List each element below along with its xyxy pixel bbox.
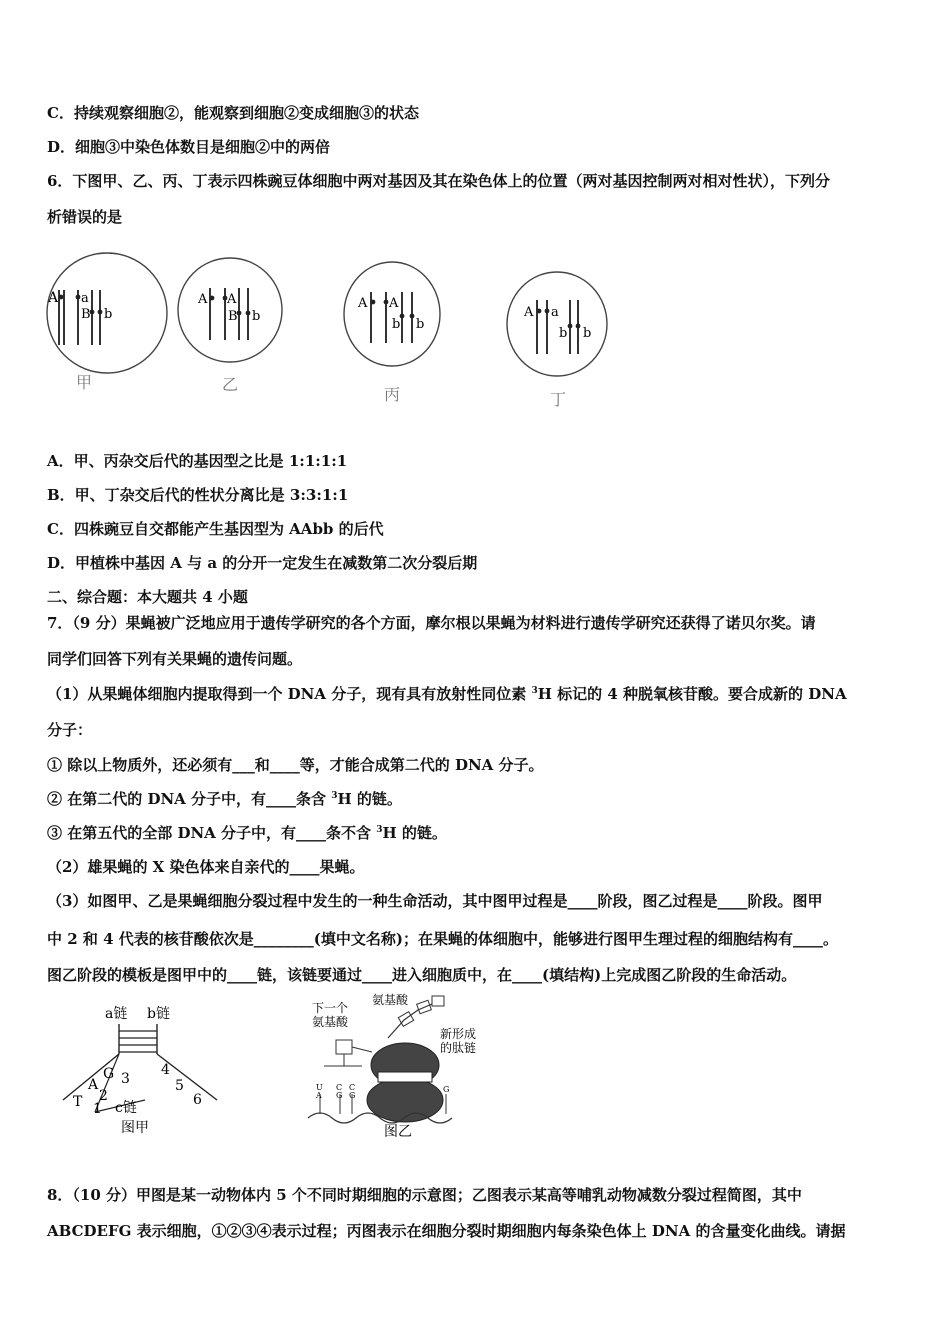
q6-option-c: C．四株豌豆自交都能产生基因型为 AAbb 的后代 xyxy=(47,520,384,538)
b-chain-label: b链 xyxy=(147,1006,170,1022)
q6-option-a: A．甲、丙杂交后代的基因型之比是 1:1:1:1 xyxy=(47,452,348,470)
q7-part1-line1: （1）从果蝇体细胞内提取得到一个 DNA 分子，现有具有放射性同位素 $^3$H 标记的 4 种脱氧核苷酸。要合成新的 DNA xyxy=(47,685,847,703)
cell-ding-gene-right: b xyxy=(583,326,592,341)
new-peptide-line1: 新形成 xyxy=(440,1027,477,1041)
label-1: 1 xyxy=(93,1101,102,1117)
q6-stem-line1: 6．下图甲、乙、丙、丁表示四株豌豆体细胞中两对基因及其在染色体上的位置（两对基因控制两对相对性状），下列分 xyxy=(47,172,830,190)
q7-part1-line2: 分子： xyxy=(47,721,93,739)
label-6: 6 xyxy=(193,1092,202,1108)
q7-item2: ② 在第二代的 DNA 分子中，有____条含 $^3$H 的链。 xyxy=(47,790,402,808)
cell-yi-gene-lower: B xyxy=(228,309,238,324)
figure-yi xyxy=(300,990,480,1140)
cell-yi-gene-right: b xyxy=(252,309,261,324)
cell-yi-gene-mid: A xyxy=(227,292,237,307)
q8-stem-line2: ABCDEFG 表示细胞，①②③④表示过程；丙图表示在细胞分裂时期细胞内每条染色体上 DNA 的含量变化曲线。请据 xyxy=(47,1222,846,1240)
cell-jia xyxy=(47,253,167,392)
q5-option-d: D．细胞③中染色体数目是细胞②中的两倍 xyxy=(47,138,331,156)
q7-item1: ① 除以上物质外，还必须有___和____等，才能合成第二代的 DNA 分子。 xyxy=(47,756,544,774)
codon-g3: G xyxy=(443,1085,450,1094)
figure-jia-caption: 图甲 xyxy=(121,1120,149,1136)
q6-option-d: D．甲植株中基因 A 与 a 的分开一定发生在减数第二次分裂后期 xyxy=(47,554,478,572)
codon-g2: G xyxy=(349,1091,356,1100)
q7-part3-line1: （3）如图甲、乙是果蝇细胞分裂过程中发生的一种生命活动，其中图甲过程是____阶段，图乙过程是____阶段。图甲 xyxy=(47,892,823,910)
q7-stem-line2: 同学们回答下列有关果蝇的遗传问题。 xyxy=(47,650,303,668)
codon-c2: C xyxy=(349,1083,356,1092)
q6-stem-line2: 析错误的是 xyxy=(47,208,123,226)
cell-ding-gene-mid: a xyxy=(551,305,559,320)
next-amino-acid-line2: 氨基酸 xyxy=(312,1015,349,1029)
new-peptide-line2: 的肽链 xyxy=(440,1041,477,1055)
q7-stem-line1: 7．（9 分）果蝇被广泛地应用于遗传学研究的各个方面，摩尔根以果蝇为材料进行遗传学研究还获得了诺贝尔奖。请 xyxy=(47,614,816,632)
cell-jia-label: 甲 xyxy=(76,373,93,392)
label-3: 3 xyxy=(121,1071,130,1087)
next-amino-acid-line1: 下一个 xyxy=(312,1001,349,1015)
q5-option-c: C．持续观察细胞②，能观察到细胞②变成细胞③的状态 xyxy=(47,104,419,122)
cell-bing-gene-left: A xyxy=(358,296,368,311)
q6-figure xyxy=(40,250,620,410)
a-chain-label: a链 xyxy=(105,1006,128,1022)
cell-yi-label: 乙 xyxy=(222,375,239,394)
cell-jia-gene-right: b xyxy=(104,307,113,322)
cell-yi-gene-left: A xyxy=(198,292,208,307)
q7-part3-line2: 中 2 和 4 代表的核苷酸依次是________(填中文名称)；在果蝇的体细胞中，能够进行图甲生理过程的细胞结构有____。 xyxy=(47,930,838,948)
c-chain-label: c链 xyxy=(115,1100,137,1116)
q7-part2: （2）雄果蝇的 X 染色体来自亲代的____果蝇。 xyxy=(47,858,365,876)
label-4: 4 xyxy=(161,1062,170,1078)
figure-jia xyxy=(55,1000,225,1140)
codon-g1: G xyxy=(336,1091,343,1100)
cell-ding-gene-lower: b xyxy=(559,326,568,341)
cell-jia-gene-left: A xyxy=(48,290,59,306)
codon-c1: C xyxy=(336,1083,343,1092)
q8-stem-line1: 8．（10 分）甲图是某一动物体内 5 个不同时期细胞的示意图；乙图表示某高等哺乳动物减数分裂过程简图，其中 xyxy=(47,1186,802,1204)
cell-bing-gene-lower: b xyxy=(392,317,401,332)
cell-bing-label: 丙 xyxy=(384,385,401,404)
cell-yi xyxy=(178,258,282,394)
cell-jia-gene-mid: a xyxy=(81,291,89,306)
base-t: T xyxy=(73,1094,83,1110)
cell-bing-gene-right: b xyxy=(416,317,425,332)
cell-ding-label: 丁 xyxy=(550,390,567,409)
q6-option-b: B．甲、丁杂交后代的性状分离比是 3:3:1:1 xyxy=(47,486,349,504)
label-2: 2 xyxy=(99,1088,108,1104)
q7-item3: ③ 在第五代的全部 DNA 分子中，有____条不含 $^3$H 的链。 xyxy=(47,824,447,842)
codon-u: U xyxy=(316,1083,323,1092)
amino-acid-label: 氨基酸 xyxy=(372,993,409,1007)
q7-part3-line3: 图乙阶段的模板是图甲中的____链，该链要通过____进入细胞质中，在____(填结构)上完成图乙阶段的生命活动。 xyxy=(47,966,797,984)
cell-bing xyxy=(344,262,440,404)
label-5: 5 xyxy=(175,1078,184,1094)
figure-yi-caption: 图乙 xyxy=(384,1124,412,1140)
cell-bing-gene-mid: A xyxy=(389,296,399,311)
section-heading: 二、综合题：本大题共 4 小题 xyxy=(47,588,248,606)
cell-jia-gene-lower: B xyxy=(81,307,91,322)
base-g: G xyxy=(103,1066,115,1082)
cell-ding xyxy=(507,272,607,409)
codon-a: A xyxy=(316,1091,322,1100)
base-a: A xyxy=(88,1077,99,1093)
cell-ding-gene-left: A xyxy=(524,305,534,320)
